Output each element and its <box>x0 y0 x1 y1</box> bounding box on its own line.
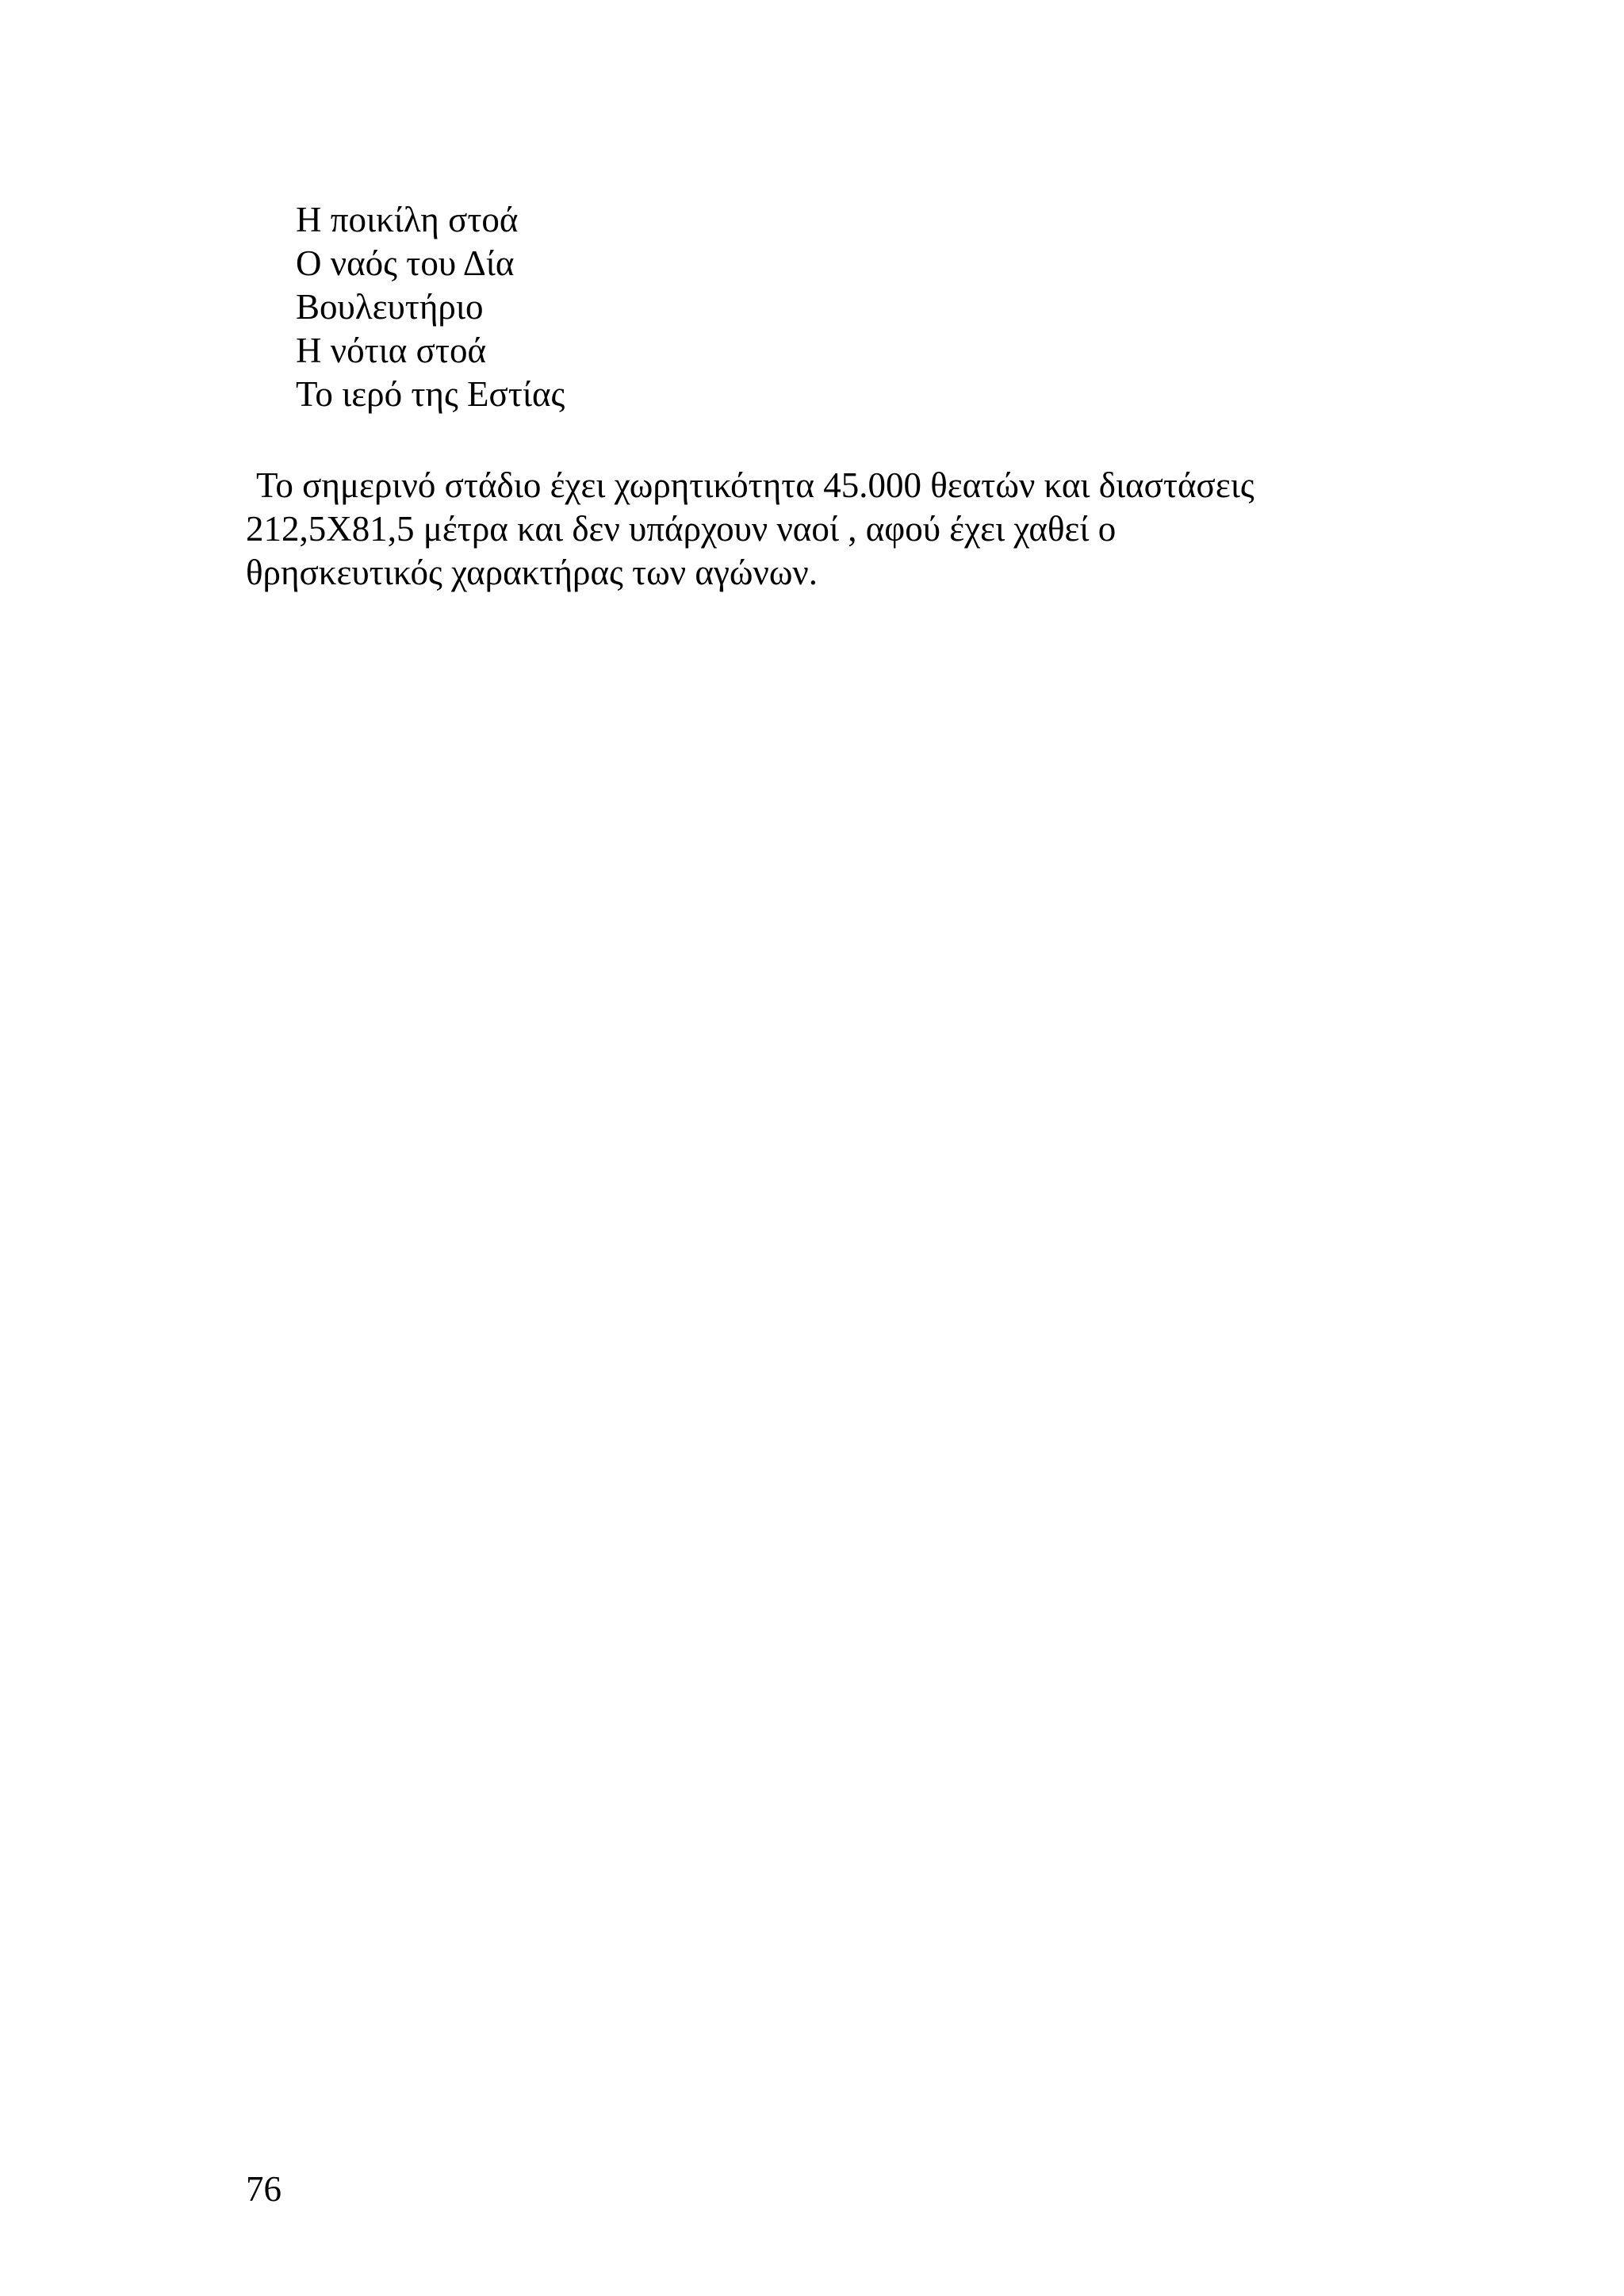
list-item: Ο ναός του Δία <box>296 243 515 283</box>
list-item: Βουλευτήριο <box>296 287 484 327</box>
paragraph-line: θρησκευτικός χαρακτήρας των αγώνων. <box>246 553 818 592</box>
list-item: Η νότια στοά <box>296 331 487 370</box>
list-item: Η ποικίλη στοά <box>296 200 519 239</box>
list-item: Το ιερό της Εστίας <box>296 374 565 414</box>
monument-list <box>296 198 565 416</box>
stadium-paragraph <box>246 464 1388 595</box>
paragraph-line: 212,5Χ81,5 μέτρα και δεν υπάρχουν ναοί , αφού έχει χαθεί ο <box>246 509 1116 549</box>
page-number: 76 <box>246 2169 282 2209</box>
paragraph-line: Το σημερινό στάδιο έχει χωρητικότητα 45.000 θεατών και διαστάσεις <box>256 465 1254 505</box>
